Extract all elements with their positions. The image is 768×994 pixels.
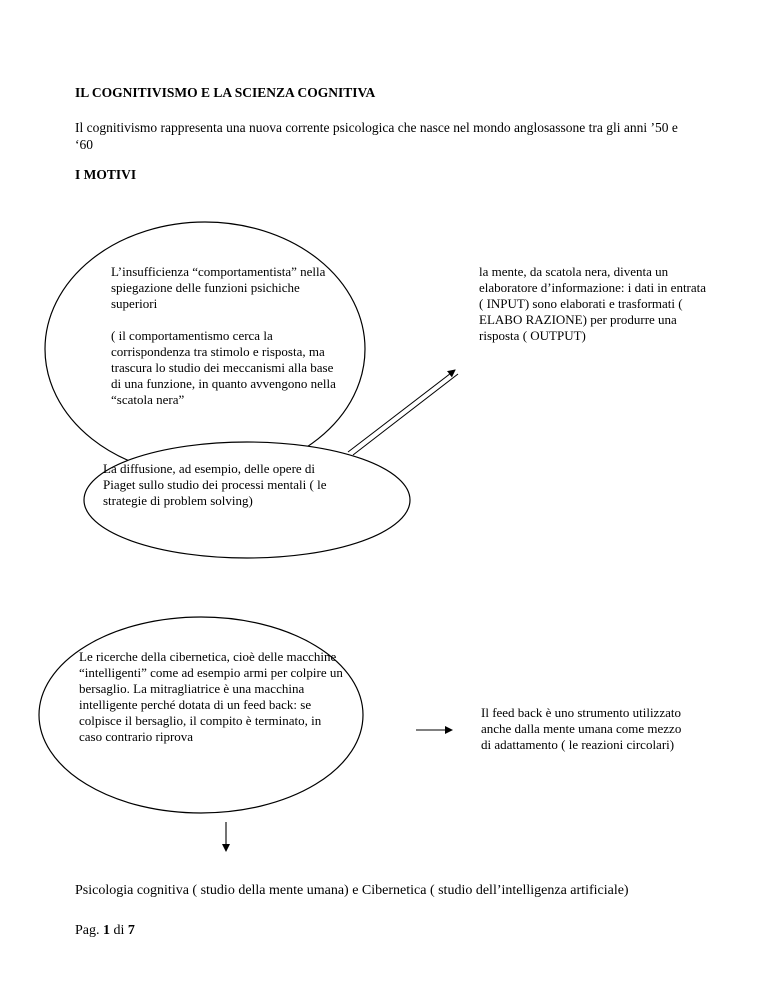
document-heading: IL COGNITIVISMO E LA SCIENZA COGNITIVA <box>75 85 376 100</box>
bubble-1-line-2: ( il comportamentismo cerca la corrispondenza tra stimolo e risposta, ma trascura lo studio dei meccanismi alla base di una funzione, in quanto avvengono nella “scatola nera” <box>111 328 336 407</box>
conclusion-line: Psicologia cognitiva ( studio della mente umana) e Cibernetica ( studio dell’intelligenza artificiale) <box>75 883 629 898</box>
footer-page-total: 7 <box>127 923 135 938</box>
footer-page-number: 1 <box>103 923 110 938</box>
intro-paragraph: Il cognitivismo rappresenta una nuova corrente psicologica che nasce nel mondo anglosassone tra gli anni ’50 e ‘60 <box>75 120 678 152</box>
arrow-1a <box>348 370 455 452</box>
right-text-2: Il feed back è uno strumento utilizzato anche dalla mente umana come mezzo di adattamento ( le reazioni circolari) <box>481 705 682 752</box>
bubble-1-text <box>111 264 343 408</box>
section-title: I MOTIVI <box>75 167 137 182</box>
bubble-2-text: La diffusione, ad esempio, delle opere di Piaget sullo studio dei processi mentali ( le strategie di problem solving) <box>103 461 327 508</box>
page-footer <box>75 922 135 939</box>
footer-prefix: Pag. <box>75 923 100 938</box>
right-text-1: la mente, da scatola nera, diventa un elaboratore d’informazione: i dati in entrata ( INPUT) sono elaborati e trasformati ( ELABO RAZIONE) per produrre una risposta ( OUTPUT) <box>479 264 707 343</box>
bubble-1-line-1: L’insufficienza “comportamentista” nella spiegazione delle funzioni psichiche superiori <box>111 264 326 311</box>
bubble-3-text: Le ricerche della cibernetica, cioè delle macchine “intelligenti” come ad esempio armi per colpire un bersaglio. La mitragliatrice è una macchina intelligente perché dotata di un feed back: se colpisce il bersaglio, il compito è terminato, in caso contrario riprova <box>79 649 343 744</box>
arrow-1b <box>353 374 458 455</box>
footer-separator: di <box>113 923 125 938</box>
